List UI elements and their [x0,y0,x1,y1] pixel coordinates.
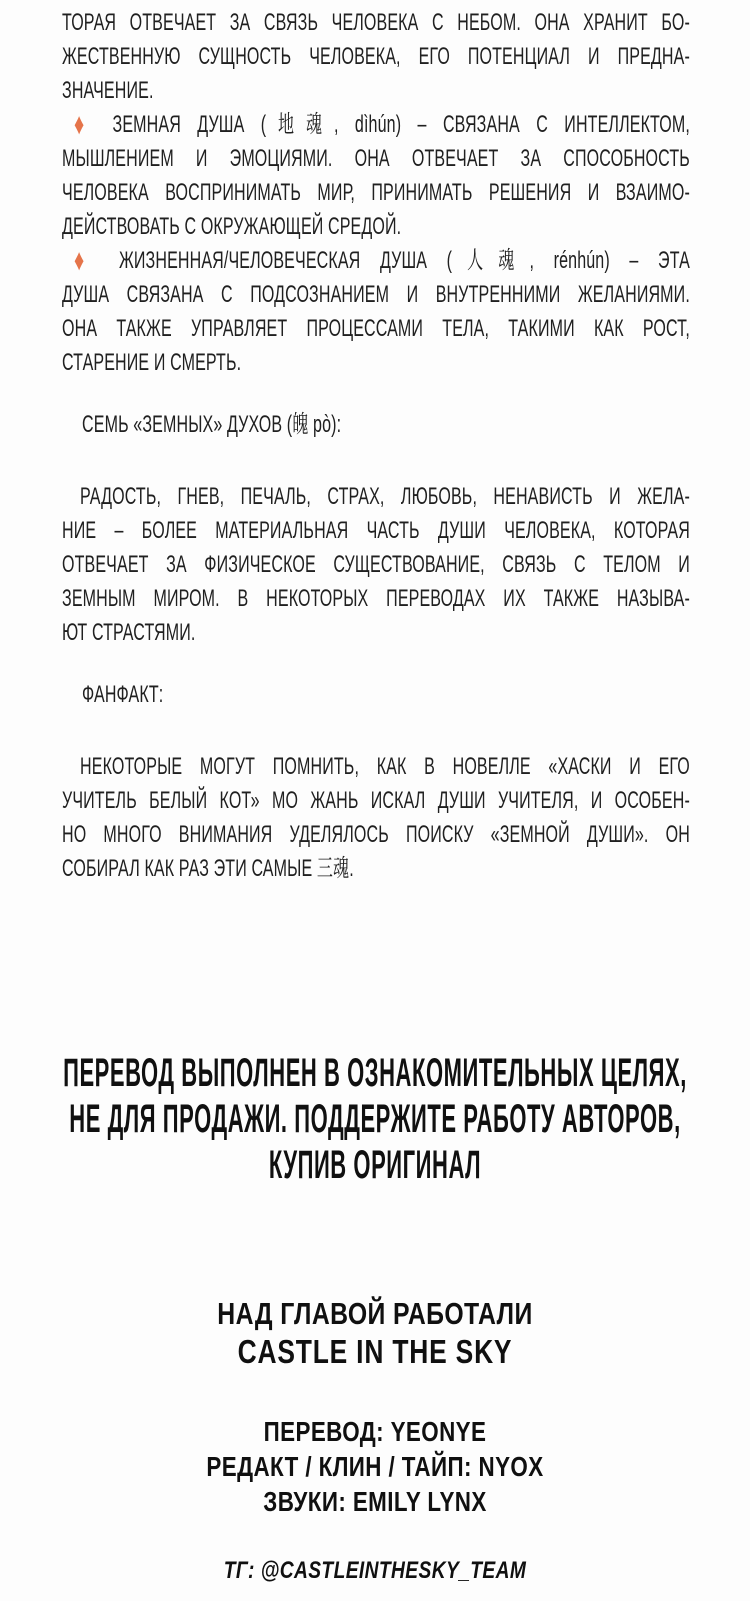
paragraph [62,750,690,886]
credit-role-line: ЗВУКИ: EMILY LYNX [263,1486,487,1517]
telegram-handle: ТГ: @CASTLEINTHESKY_TEAM [223,1557,527,1584]
text-line: ЮТ СТРАСТЯМИ. [62,619,196,646]
disclaimer-line: НЕ ДЛЯ ПРОДАЖИ. ПОДДЕРЖИТЕ РАБОТУ АВТОРОВ, [69,1097,681,1141]
seven-spirits-heading: СЕМЬ «ЗЕМНЫХ» ДУХОВ (魄 pò): [82,411,342,438]
credit-role-line: РЕДАКТ / КЛИН / ТАЙП: NYOX [206,1451,544,1482]
disclaimer-text [34,1050,716,1188]
text-line: ЧЕЛОВЕКА ВОСПРИНИМАТЬ МИР, ПРИНИМАТЬ РЕШЕНИЯ И ВЗАИМО- [62,179,690,206]
credits-heading: НАД ГЛАВОЙ РАБОТАЛИ [217,1296,533,1331]
text-line: ОТВЕЧАЕТ ЗА ФИЗИЧЕСКОЕ СУЩЕСТВОВАНИЕ, СВЯЗЬ С ТЕЛОМ И [62,551,690,578]
text-line: МЫШЛЕНИЕМ И ЭМОЦИЯМИ. ОНА ОТВЕЧАЕТ ЗА СПОСОБНОСТЬ [62,145,690,172]
earth-soul-bullet [62,108,690,244]
diamond-bullet-icon: ♦ [74,108,97,141]
text-line: ТОРАЯ ОТВЕЧАЕТ ЗА СВЯЗЬ ЧЕЛОВЕКА С НЕБОМ. ОНА ХРАНИТ БО- [62,9,690,36]
disclaimer-line: КУПИВ ОРИГИНАЛ [268,1143,482,1187]
text-line: РАДОСТЬ, ГНЕВ, ПЕЧАЛЬ, СТРАХ, ЛЮБОВЬ, НЕНАВИСТЬ И ЖЕЛА- [80,483,690,510]
text-line: НИЕ – БОЛЕЕ МАТЕРИАЛЬНАЯ ЧАСТЬ ДУШИ ЧЕЛОВЕКА, КОТОРАЯ [62,517,690,544]
team-name: CASTLE IN THE SKY [237,1333,513,1370]
text-line: ДУША СВЯЗАНА С ПОДСОЗНАНИЕМ И ВНУТРЕННИМИ ЖЕЛАНИЯМИ. [62,281,690,308]
text-line: СОБИРАЛ КАК РАЗ ЭТИ САМЫЕ 三魂. [62,855,354,882]
credit-roles [0,1414,750,1519]
credits-block [0,1296,750,1585]
text-line: ЗЕМНЫМ МИРОМ. В НЕКОТОРЫХ ПЕРЕВОДАХ ИХ ТАКЖЕ НАЗЫВА- [62,585,690,612]
text-line: ОНА ТАКЖЕ УПРАВЛЯЕТ ПРОЦЕССАМИ ТЕЛА, ТАКИМИ КАК РОСТ, [62,315,690,342]
translator-notes [62,6,690,886]
text-line: ♦ ЗЕМНАЯ ДУША (地魂, dìhún) – СВЯЗАНА С ИНТЕЛЛЕКТОМ, [74,108,690,141]
text-line: СТАРЕНИЕ И СМЕРТЬ. [62,349,242,376]
paragraph [62,6,690,108]
text-line: ДЕЙСТВОВАТЬ С ОКРУЖАЮЩЕЙ СРЕДОЙ. [62,213,402,240]
disclaimer-line: ПЕРЕВОД ВЫПОЛНЕН В ОЗНАКОМИТЕЛЬНЫХ ЦЕЛЯХ, [63,1051,687,1095]
human-soul-bullet [62,244,690,380]
text-line: ♦ ЖИЗНЕННАЯ/ЧЕЛОВЕЧЕСКАЯ ДУША (人魂, rénhún) – ЭТА [74,244,690,277]
diamond-bullet-icon: ♦ [74,244,100,277]
text-line: ЗНАЧЕНИЕ. [62,77,154,104]
text-line: УЧИТЕЛЬ БЕЛЫЙ КОТ» МО ЖАНЬ ИСКАЛ ДУШИ УЧИТЕЛЯ, И ОСОБЕН- [62,787,690,814]
text-line: НО МНОГО ВНИМАНИЯ УДЕЛЯЛОСЬ ПОИСКУ «ЗЕМНОЙ ДУШИ». ОН [62,821,690,848]
paragraph [62,480,690,650]
funfact-heading: ФАНФАКТ: [82,681,164,708]
text-line: НЕКОТОРЫЕ МОГУТ ПОМНИТЬ, КАК В НОВЕЛЛЕ «ХАСКИ И ЕГО [80,753,690,780]
text-line: ЖЕСТВЕННУЮ СУЩНОСТЬ ЧЕЛОВЕКА, ЕГО ПОТЕНЦИАЛ И ПРЕДНА- [62,43,690,70]
credit-role-line: ПЕРЕВОД: YEONYE [263,1416,487,1447]
